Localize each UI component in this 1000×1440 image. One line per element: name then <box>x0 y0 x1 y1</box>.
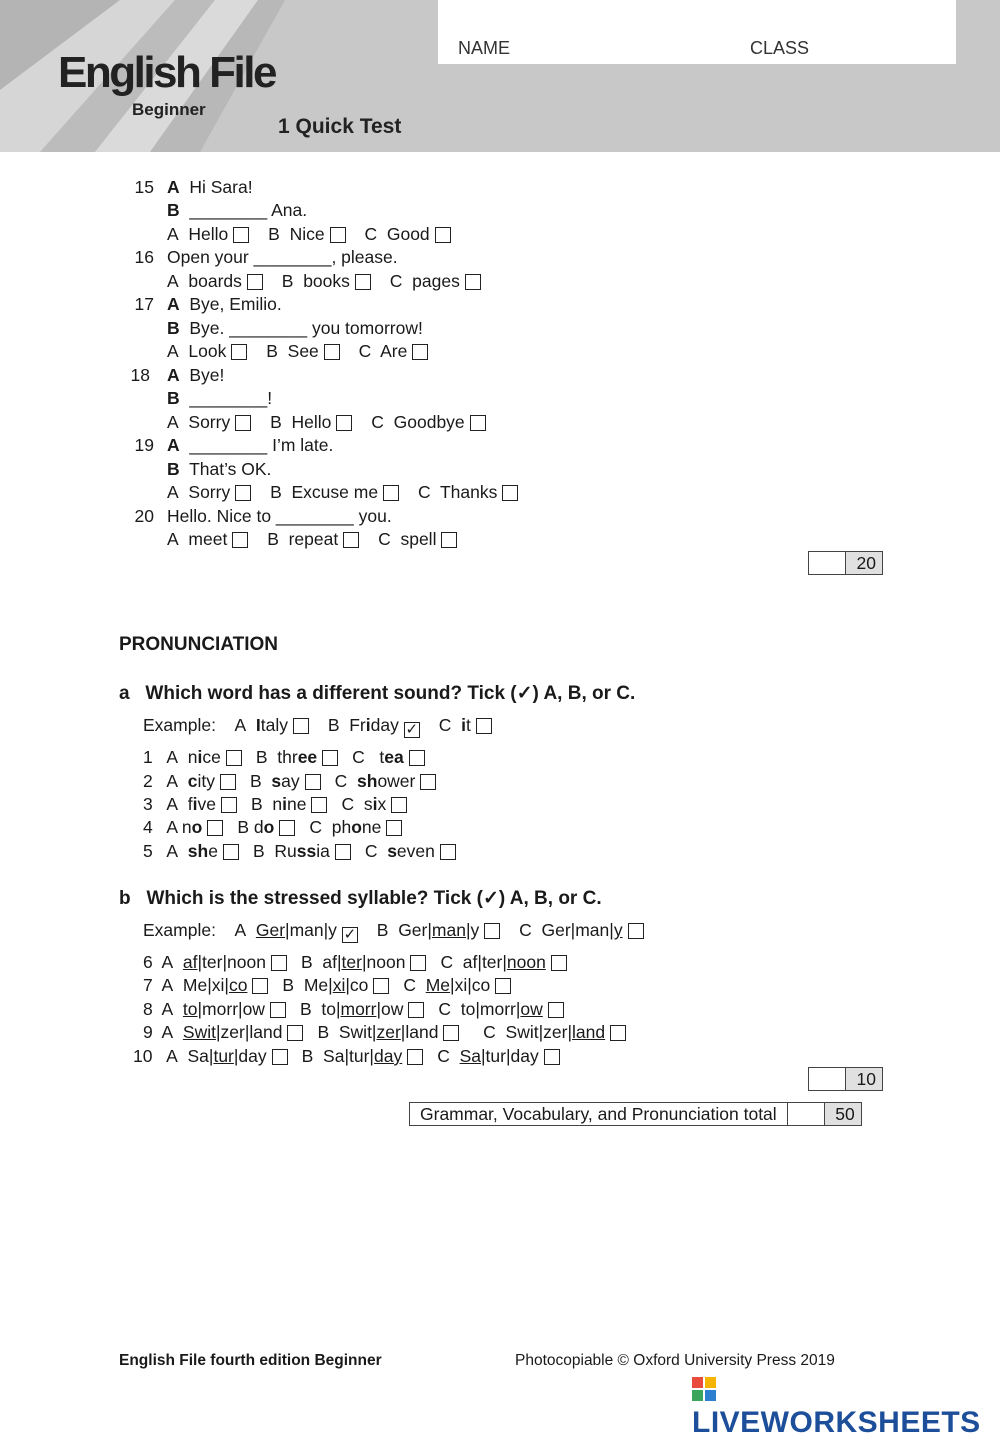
q15-b-text: ________ Ana. <box>189 200 308 220</box>
question-number: 17 <box>134 294 154 314</box>
part-a-heading: a Which word has a different sound? Tick (✓) A, B, or C. <box>119 683 636 704</box>
footer-edition: English File fourth edition Beginner <box>119 1352 382 1369</box>
tick-box[interactable] <box>343 532 359 548</box>
tick-box[interactable] <box>435 227 451 243</box>
tick-box[interactable] <box>443 1025 459 1041</box>
tick-box[interactable] <box>470 415 486 431</box>
name-class-box <box>438 0 956 64</box>
tick-box[interactable] <box>207 820 223 836</box>
q17-options: A Look B See C Are <box>167 340 442 362</box>
tick-box[interactable] <box>544 1049 560 1065</box>
q17-line-b: B Bye. ________ you tomorrow! <box>167 318 423 338</box>
option-label: Good <box>386 224 430 244</box>
tick-box[interactable] <box>502 485 518 501</box>
q18-a-text: Bye! <box>189 365 225 385</box>
option-label: meet <box>188 529 228 549</box>
tick-box[interactable] <box>293 718 309 734</box>
section-title: PRONUNCIATION <box>119 634 279 655</box>
option-label: Sorry <box>188 482 231 502</box>
page-header <box>0 0 1000 152</box>
tick-box[interactable] <box>335 844 351 860</box>
class-label: CLASS <box>750 38 810 58</box>
q18-line-a: A Bye! <box>167 365 225 385</box>
tick-box[interactable] <box>287 1025 303 1041</box>
option-label: boards <box>188 271 242 291</box>
example-label: Example: <box>143 715 216 735</box>
tick-box[interactable] <box>610 1025 626 1041</box>
option-label: Nice <box>289 224 325 244</box>
q17-line-a: A Bye, Emilio. <box>167 294 282 314</box>
q16-text: Open your ________, please. <box>167 247 398 267</box>
tick-box[interactable] <box>465 274 481 290</box>
option-label: pages <box>412 271 460 291</box>
tick-box[interactable] <box>272 1049 288 1065</box>
brand-logo: English File <box>58 48 275 97</box>
option-label: spell <box>400 529 437 549</box>
test-title: 1 Quick Test <box>278 115 402 138</box>
option-label: Sorry <box>188 412 231 432</box>
example-label: Example: <box>143 920 216 940</box>
score-total: 20 <box>846 552 882 574</box>
option-label: Excuse me <box>291 482 379 502</box>
liveworksheets-watermark <box>692 1372 1000 1440</box>
tick-box[interactable] <box>247 274 263 290</box>
tick-box[interactable] <box>235 485 251 501</box>
tick-box-checked[interactable]: ✓ <box>405 721 419 738</box>
tick-box[interactable] <box>324 344 340 360</box>
pron-item-2: 2 A city B say C shower <box>143 770 450 792</box>
tick-box[interactable] <box>441 532 457 548</box>
pron-item-5: 5 A she B Russia C seven <box>143 840 470 862</box>
tick-box[interactable] <box>271 955 287 971</box>
q20-options: A meet B repeat C spell <box>167 528 471 550</box>
q17-b-text: Bye. ________ you tomorrow! <box>189 318 423 338</box>
tick-box[interactable] <box>221 797 237 813</box>
part-b-example: Example: A Ger|man|y ✓ B Ger|man|y C Ger|man|y <box>143 919 658 943</box>
tick-box[interactable] <box>232 532 248 548</box>
grand-total-box <box>409 1102 862 1126</box>
name-label: NAME <box>458 38 511 58</box>
option-label: Hello <box>188 224 229 244</box>
part-a-title: Which word has a different sound? Tick (✓) A, B, or C. <box>145 683 636 704</box>
option-label: Are <box>380 341 408 361</box>
score-input[interactable] <box>788 1103 825 1125</box>
score-input[interactable] <box>809 1068 846 1090</box>
q17-a-text: Bye, Emilio. <box>189 294 282 314</box>
q19-b-text: That’s OK. <box>189 459 272 479</box>
tick-box[interactable] <box>336 415 352 431</box>
tick-box[interactable] <box>305 774 321 790</box>
tick-box[interactable] <box>311 797 327 813</box>
stress-item-8: 8 A to|morr|ow B to|morr|ow C to|morr|ow <box>143 998 578 1020</box>
question-number: 18 <box>130 365 150 385</box>
tick-box[interactable] <box>235 415 251 431</box>
pron-item-3: 3 A five B nine C six <box>143 793 421 815</box>
tick-box[interactable] <box>484 923 500 939</box>
tick-box[interactable] <box>220 774 236 790</box>
pron-item-4: 4 A no B do C phone <box>143 816 416 838</box>
tick-box[interactable] <box>355 274 371 290</box>
option-label: See <box>287 341 319 361</box>
tick-box[interactable] <box>279 820 295 836</box>
q15-options: A Hello B Nice C Good <box>167 223 465 245</box>
q18-options: A Sorry B Hello C Goodbye <box>167 411 500 433</box>
stress-item-7: 7 A Me|xi|co B Me|xi|co C Me|xi|co <box>143 974 525 996</box>
watermark-text: LIVEWORKSHEETS <box>692 1406 981 1439</box>
option-label: Look <box>188 341 227 361</box>
score-total: 10 <box>846 1068 882 1090</box>
tick-box[interactable] <box>330 227 346 243</box>
option-label: Thanks <box>439 482 498 502</box>
part-b-title: Which is the stressed syllable? Tick (✓) A, B, or C. <box>146 888 602 909</box>
footer-copyright: Photocopiable © Oxford University Press 2019 <box>515 1352 835 1369</box>
q15-line-a: A Hi Sara! <box>167 177 253 197</box>
option-label: repeat <box>288 529 339 549</box>
question-number: 20 <box>134 506 154 526</box>
stress-item-6: 6 A af|ter|noon B af|ter|noon C af|ter|noon <box>143 951 581 973</box>
question-number: 16 <box>134 247 154 267</box>
tick-box[interactable] <box>408 1002 424 1018</box>
stress-item-10: 10 A Sa|tur|day B Sa|tur|day C Sa|tur|day <box>133 1045 574 1067</box>
option-label: Hello <box>291 412 332 432</box>
tick-box[interactable] <box>420 774 436 790</box>
brand-level: Beginner <box>132 100 206 119</box>
pron-score-box <box>808 1067 883 1091</box>
tick-box[interactable] <box>252 978 268 994</box>
tick-box[interactable] <box>409 750 425 766</box>
pron-item-1: 1 A nice B three C tea <box>143 746 439 768</box>
tick-box[interactable] <box>231 344 247 360</box>
tick-box[interactable] <box>412 344 428 360</box>
q16-options: A boards B books C pages <box>167 270 495 292</box>
part-b-heading: b Which is the stressed syllable? Tick (✓) A, B, or C. <box>119 888 602 909</box>
tick-box[interactable] <box>548 1002 564 1018</box>
q19-options: A Sorry B Excuse me C Thanks <box>167 481 532 503</box>
grand-total-value: 50 <box>825 1103 861 1125</box>
question-number: 19 <box>134 435 154 455</box>
score-input[interactable] <box>809 552 846 574</box>
tick-box[interactable] <box>410 955 426 971</box>
q18-line-b: B ________! <box>167 388 273 408</box>
tick-box[interactable] <box>223 844 239 860</box>
tick-box[interactable] <box>233 227 249 243</box>
part-a-example: Example: A Italy B Friday ✓ C it <box>143 714 506 738</box>
tick-box-checked[interactable]: ✓ <box>343 926 357 943</box>
option-label: books <box>303 271 350 291</box>
tick-box[interactable] <box>628 923 644 939</box>
tick-box[interactable] <box>440 844 456 860</box>
vocab-score-box <box>808 551 883 575</box>
tick-box[interactable] <box>373 978 389 994</box>
q20-text: Hello. Nice to ________ you. <box>167 506 392 526</box>
grand-total-label: Grammar, Vocabulary, and Pronunciation total <box>410 1103 788 1125</box>
q18-b-text: ________! <box>189 388 273 408</box>
liveworksheets-logo-icon <box>692 1377 716 1401</box>
tick-box[interactable] <box>551 955 567 971</box>
tick-box[interactable] <box>322 750 338 766</box>
tick-box[interactable] <box>386 820 402 836</box>
tick-box[interactable] <box>476 718 492 734</box>
q15-line-b: B ________ Ana. <box>167 200 308 220</box>
tick-box[interactable] <box>383 485 399 501</box>
tick-box[interactable] <box>495 978 511 994</box>
q15-a-text: Hi Sara! <box>189 177 253 197</box>
q19-line-a: A ________ I’m late. <box>167 435 334 455</box>
stress-item-9: 9 A Swit|zer|land B Swit|zer|land C Swit|zer|land <box>143 1021 640 1043</box>
question-number: 15 <box>134 177 154 197</box>
tick-box[interactable] <box>226 750 242 766</box>
option-label: Goodbye <box>393 412 465 432</box>
tick-box[interactable] <box>407 1049 423 1065</box>
tick-box[interactable] <box>391 797 407 813</box>
q19-line-b: B That’s OK. <box>167 459 272 479</box>
q19-a-text: ________ I’m late. <box>189 435 334 455</box>
tick-box[interactable] <box>270 1002 286 1018</box>
